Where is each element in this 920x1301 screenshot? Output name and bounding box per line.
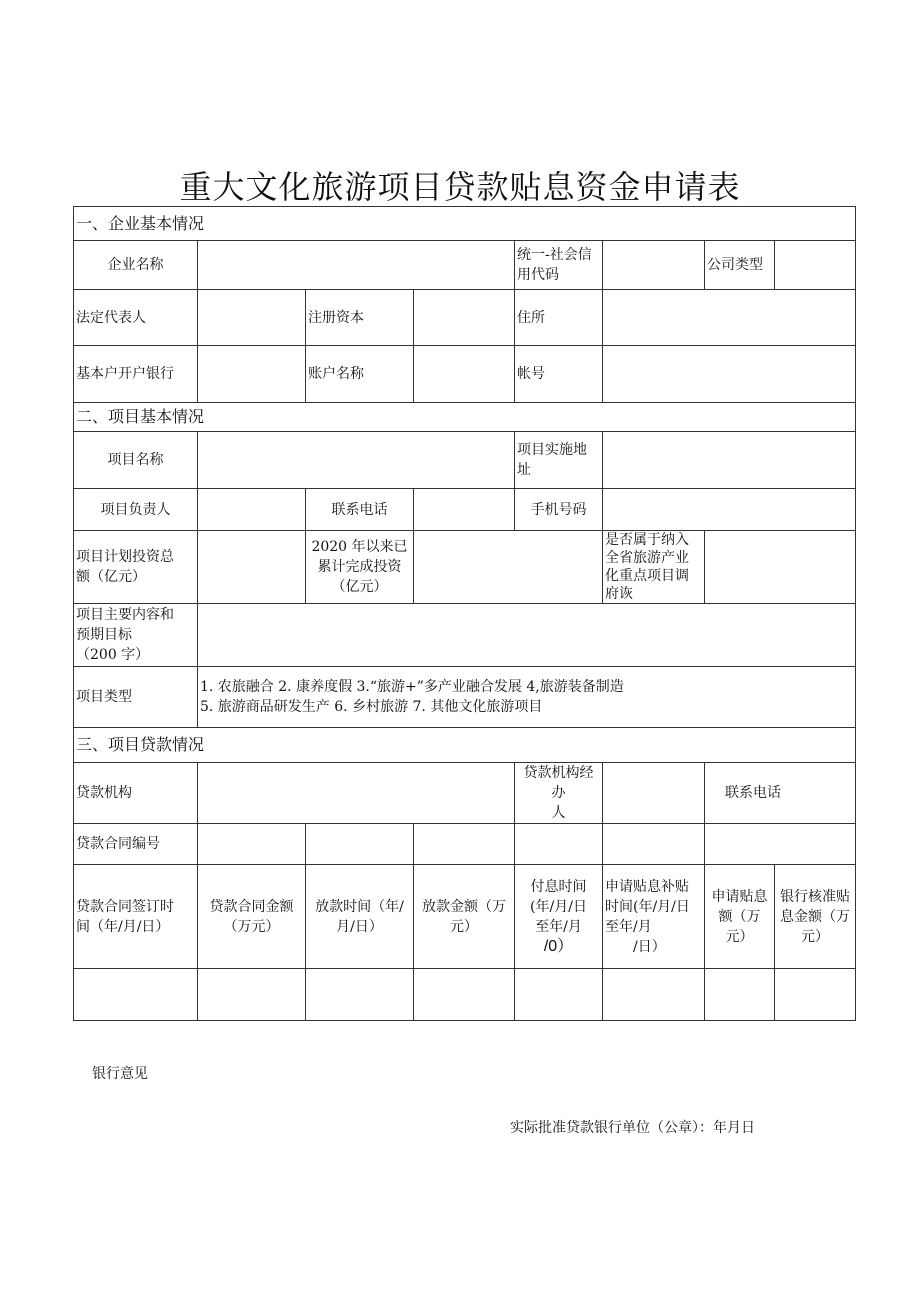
- label-project-leader: 项目负责人: [74, 489, 198, 531]
- input-bank-approved[interactable]: [775, 969, 856, 1021]
- input-company-type[interactable]: [775, 241, 856, 290]
- form-title: 重大文化旅游项目贷款贴息资金申请表: [179, 168, 741, 206]
- input-contract-no-2[interactable]: [306, 824, 414, 865]
- input-project-address[interactable]: [603, 432, 856, 489]
- label-plan-invest: 项目计划投资总 额（亿元）: [74, 531, 198, 604]
- label-project-content: 项目主要内容和 预期目标 （200 字）: [74, 604, 198, 667]
- label-project-type: 项目类型: [74, 667, 198, 728]
- label-account-name: 账户名称: [306, 346, 414, 403]
- label-reg-capital: 注册资本: [306, 290, 414, 346]
- input-mobile[interactable]: [603, 489, 856, 531]
- input-lender-agent[interactable]: [603, 763, 705, 824]
- input-project-content[interactable]: [198, 604, 856, 667]
- section-heading-enterprise: 一、企业基本情况: [74, 207, 856, 241]
- input-contract-no-3[interactable]: [414, 824, 515, 865]
- section-heading-loan: 三、项目贷款情况: [74, 728, 856, 763]
- input-company-name[interactable]: [198, 241, 515, 290]
- label-credit-code: 统一-社会信 用代码: [515, 241, 603, 290]
- bank-seal-line: 实际批准贷款银行单位（公章）：年月日: [510, 1120, 755, 1136]
- label-key-project: 是否属于纳入 全省旅游产业 化重点项目调 府诙: [603, 531, 705, 604]
- header-interest-time: 付息时间 (年/月/日 至年/月 /0）: [515, 865, 603, 969]
- input-reg-capital[interactable]: [414, 290, 515, 346]
- input-plan-invest[interactable]: [198, 531, 306, 604]
- project-type-options[interactable]: 1. 农旅融合 2. 康养度假 3.“旅游+”多产业融合发展 4,旅游装备制造 5. 旅游商品研发生产 6. 乡村旅游 7. 其他文化旅游项目: [198, 667, 856, 728]
- input-contract-no-6[interactable]: [705, 824, 856, 865]
- input-release-amount[interactable]: [414, 969, 515, 1021]
- label-account-no: 帐号: [515, 346, 603, 403]
- input-project-name[interactable]: [198, 432, 515, 489]
- label-completed-invest: 2020 年以来已 累计完成投资 （亿元）: [306, 531, 414, 604]
- header-contract-amount: 贷款合同金额 （万元）: [198, 865, 306, 969]
- label-project-name: 项目名称: [74, 432, 198, 489]
- input-legal-rep[interactable]: [198, 290, 306, 346]
- input-subsidy-amount[interactable]: [705, 969, 775, 1021]
- label-company-type: 公司类型: [705, 241, 775, 290]
- input-interest-time[interactable]: [515, 969, 603, 1021]
- header-subsidy-period: 申请贴息补贴 时间(年/月/日 至年/月 /日）: [603, 865, 705, 969]
- input-sign-date[interactable]: [74, 969, 198, 1021]
- input-lender[interactable]: [198, 763, 515, 824]
- input-subsidy-period[interactable]: [603, 969, 705, 1021]
- bank-opinion-label: 银行意见: [92, 1066, 148, 1082]
- label-project-address: 项目实施地址: [515, 432, 603, 489]
- label-loan-contact-phone: 联系电话: [705, 763, 856, 824]
- input-key-project[interactable]: [705, 531, 856, 604]
- input-credit-code[interactable]: [603, 241, 705, 290]
- input-contract-no-1[interactable]: [198, 824, 306, 865]
- input-contract-no-5[interactable]: [603, 824, 705, 865]
- input-contract-amount[interactable]: [198, 969, 306, 1021]
- label-lender-agent: 贷款机构经办 人: [515, 763, 603, 824]
- label-contract-no: 贷款合同编号: [74, 824, 198, 865]
- label-contact-phone: 联系电话: [306, 489, 414, 531]
- label-address: 住所: [515, 290, 603, 346]
- input-project-leader[interactable]: [198, 489, 306, 531]
- header-sign-date: 贷款合同签订时 间（年/月/日）: [74, 865, 198, 969]
- header-subsidy-amount: 申请贴息 额（万 元）: [705, 865, 775, 969]
- input-account-no[interactable]: [603, 346, 856, 403]
- input-release-time[interactable]: [306, 969, 414, 1021]
- label-mobile: 手机号码: [515, 489, 603, 531]
- input-bank[interactable]: [198, 346, 306, 403]
- label-lender: 贷款机构: [74, 763, 198, 824]
- input-contact-phone[interactable]: [414, 489, 515, 531]
- input-address[interactable]: [603, 290, 856, 346]
- input-contract-no-4[interactable]: [515, 824, 603, 865]
- label-legal-rep: 法定代表人: [74, 290, 198, 346]
- header-bank-approved: 银行核准贴 息金额（万 元）: [775, 865, 856, 969]
- application-form-table: [73, 206, 856, 1021]
- header-release-amount: 放款金额（万 元）: [414, 865, 515, 969]
- section-heading-project: 二、项目基本情况: [74, 403, 856, 432]
- input-account-name[interactable]: [414, 346, 515, 403]
- input-completed-invest[interactable]: [414, 531, 603, 604]
- header-release-time: 放款时间（年/ 月/日）: [306, 865, 414, 969]
- label-bank: 基本户开户银行: [74, 346, 198, 403]
- label-company-name: 企业名称: [74, 241, 198, 290]
